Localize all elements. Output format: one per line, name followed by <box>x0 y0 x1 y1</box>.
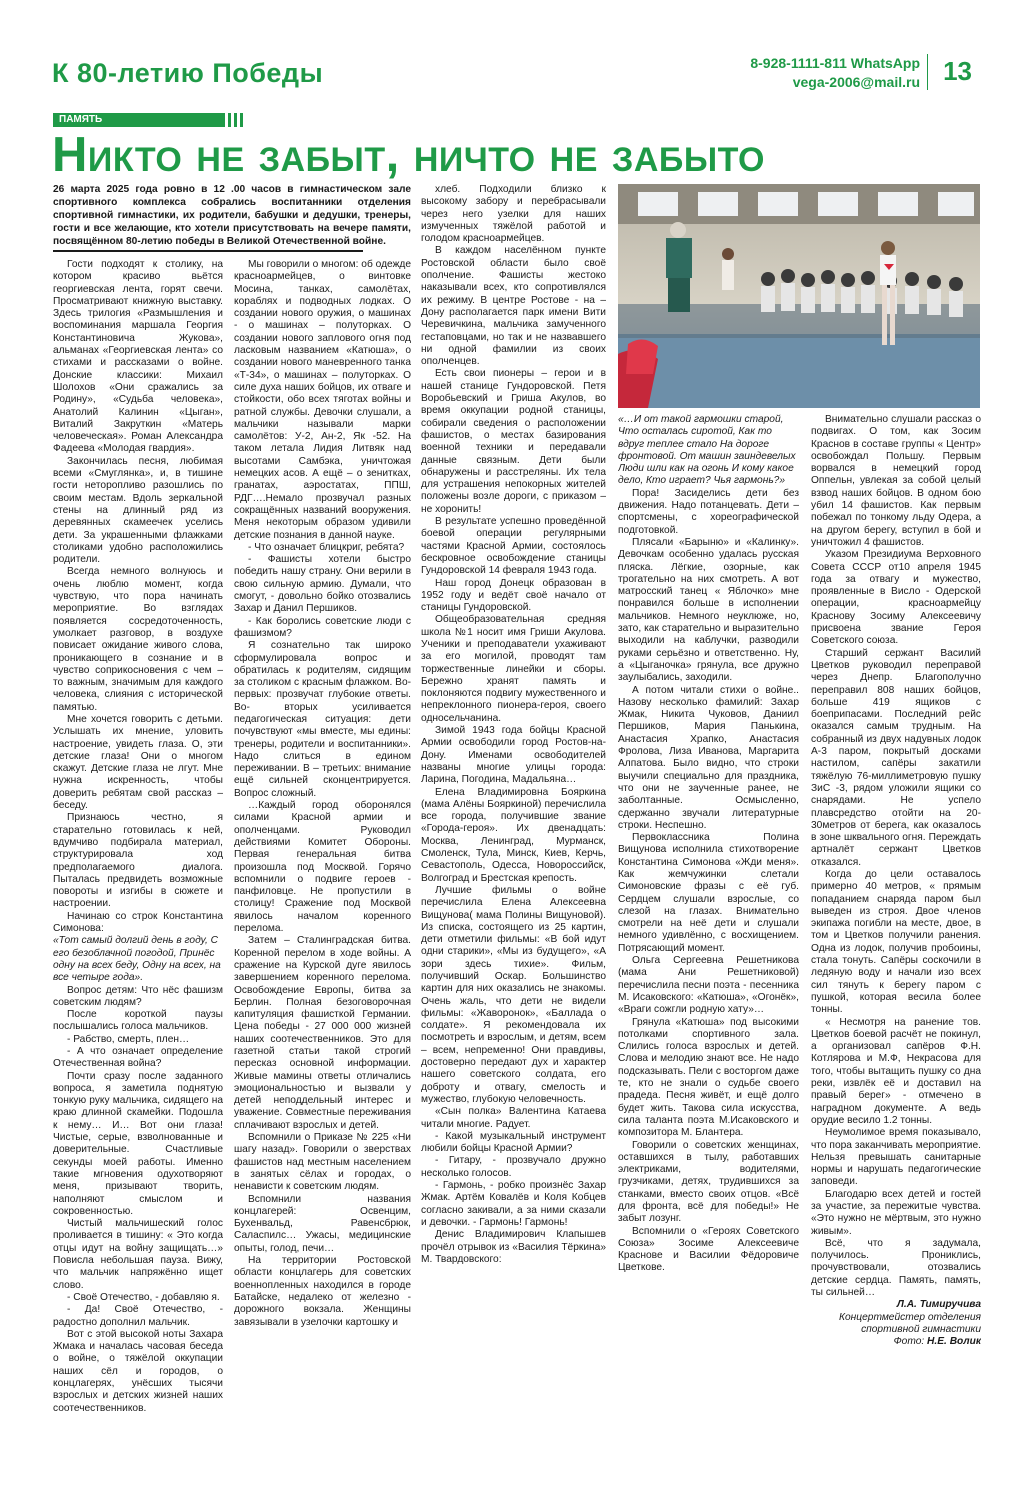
paragraph: Плясали «Барыню» и «Калинку». Девочкам особенно удалась русская пляска. Лёгкие, озорные, как трогательно на них смотреть. А вот матросский танец « Яблочко» мне понравился больше в исполнении мальчиков. Немного неуклюже, но, зато, как старательно и выразительно выходили на каблучки, разводили руками серьёзно и ответственно. Ну, а «Цыганочка» грянула, все дружно заулыбались, заходили. <box>618 536 799 684</box>
paragraph: Всё, что я задумала, получилось. Прониклись, прочувствовали, отозвались детские сердца. Память, память, ты сильней… <box>811 1237 981 1299</box>
paragraph: Лучшие фильмы о войне перечислила Елена Алексеевна Вищунова( мама Полины Вищуновой). Из списка, состоящего из 25 картин, дети отметили фильмы: «В бой идут одни старики», «Мы из будущего», «А зори здесь тихие». Фильм, получивший Оскар. Большинство картин для них оказались не знакомы. Очень жаль, что дети не видели фильмы: «Жаворонок», «Баллада о солдате». Я рекомендовала их посмотреть и взрослым, и детям, всем – всем, непременно! Они правдивы, достоверно передают дух и характер нашего советского солдата, его доброту и отвагу, смелость и мужество, глубокую человечность. <box>421 884 606 1105</box>
paragraph: « Несмотря на ранение тов. Цветков боевой расчёт не покинул, а организовал сапёров Ф.Н. Котлярова и М.Ф, Некрасова для того, чтобы вытащить пушку со дна реки, извлёк её и доставил на правый берег» - отмечено в наградном документе. А ведь орудие весило 1.2 тонны. <box>811 1016 981 1126</box>
paragraph: Первоклассника Полина Вищунова исполнила стихотворение Константина Симонова «Жди меня». Как жемчужинки слетали Симоновские фразы с её губ. Сердцем слушали взрослые, со слезой на глазах. Внимательно смотрели на неё дети и слушали немного удивлённо, с восхищением. Потрясающий момент. <box>618 832 799 954</box>
lead-paragraph: 26 марта 2025 года ровно в 12 .00 часов в гимнастическом зале спортивного комплекса собрались воспитанники отделения спортивной гимнастики, их родители, бабушки и дедушки, тренеры, гости и все желающие, кто хотели присутствовать на вечере памяти, посвящённом 80-летию победы в Великой Отечественной войне. <box>53 184 411 247</box>
paragraph: Мы говорили о многом: об одежде красноармейцев, о винтовке Мосина, танках, самолётах, кораблях и подводных лодках. О создании нового оружия, о машинах - о машинах – полуторках. О создании нового заплового огня под ласковым названием «Катюша», о создании нового маневренного танка «Т-34», о машинах – полуторках. О силе духа наших бойцов, их отваге и стойкости, обо всех тяготах войны и ратной службы. Девочки слушали, а мальчики называли марки самолётов: У-2, Ан-2, Як -52. На таком летала Лидия Литвяк над высотами Самбэка, уничтожая немецких асов. А ещё – о зенитках, гранатах, аэростатах, ППШ, РДГ….Немало прозвучал разных сокращённых названий вооружения. Меня некоторым образом удивили детские познания в данной науке. <box>234 259 411 541</box>
paragraph: Указом Президиума Верховного Совета СССР от10 апреля 1945 года за отвагу и мужество, проявленные в Висло - Одерской операции, красноармейцу Краснову Зосиму Алексеевичу присвоена звание Героя Советского союза. <box>811 549 981 647</box>
paragraph: Есть свои пионеры – герои и в нашей станице Гундоровской. Петя Воробьевский и Гриша Акулов, во время оккупации родной станицы, собирали сведения о расположении фашистов, о местах базирования военной техники и передавали данные связным. Дети были обнаружены и расстреляны. Их тела для устрашения непокорных жителей положены возле дороги, с приказом – не хоронить! <box>421 368 606 515</box>
rubric-label: ПАМЯТЬ <box>53 113 225 127</box>
paragraph: После короткой паузы послышались голоса мальчиков. <box>53 1009 223 1033</box>
paragraph: Почти сразу после заданного вопроса, я заметила поднятую тонкую руку мальчика, сидящего на краю длинной скамейки. Подошла к нему… И… Вот они глаза! Чистые, серые, взволнованные и доверительные. Счастливые секунды моей работы. Именно такие мгновения одухотворяют меня, призывают творить, наполняют смыслом и сокровенностью. <box>53 1070 223 1217</box>
paragraph: Закончилась песня, любимая всеми «Смуглянка», и, в тишине гости неторопливо разошлись по своим местам. Вдоль зеркальной стены на длинный ряд из деревянных скамеечек уселись дети. За украшенными флажками столиками удобно расположились родители. <box>53 455 223 566</box>
paragraph: …Каждый город оборонялся силами Красной армии и ополченцами. Руководил действиями Комитет Обороны. Первая генеральная битва произошла под Москвой. Горячо вспомнили о подвиге героев - панфиловце. Не пропустили в столицу! Сражение под Москвой явилось началом коренного перелома. <box>234 800 411 935</box>
paragraph: - Фашисты хотели быстро победить нашу страну. Они верили в свою сильную армию. Думали, что смогут, - довольно бойко отозвались Захар и Данил Першиков. <box>234 554 411 615</box>
paragraph: Внимательно слушали рассказ о подвигах. О том, как Зосим Краснов в составе группы « Центр» освобождал Польшу. Первым ворвался в немецкий город Оппельн, увлекая за собой целый взвод наших бойцов. В одном бою убил 14 фашистов. Как первым побежал по тонкому льду Одера, а на другом берегу, вступил в бой и уничтожил 4 фашистов. <box>811 414 981 548</box>
paragraph: Зимой 1943 года бойцы Красной Армии освободили город Ростов-на-Дону. Именами освободителей названы многие улицы города: Ларина, Погодина, Мадальяна… <box>421 725 606 786</box>
section-title: К 80-летию Победы <box>52 58 324 88</box>
paragraph: На территории Ростовской области концлагерь для советских военнопленных находился в городе Батайске, недалеко от железно - дорожного вокзала. Женщины завязывали в узелочки картошку и <box>234 1255 411 1328</box>
author-name: Л.А. Тимиручива <box>896 1299 981 1311</box>
paragraph: Наш город Донецк образован в 1952 году и ведёт своё начало от станицы Гундоровской. <box>421 577 606 614</box>
lead-underline <box>53 250 363 252</box>
paragraph: Денис Владимирович Клапышев прочёл отрывок из «Василия Тёркина» М. Твардовского: <box>421 1229 606 1265</box>
gymnastics-hall-photo <box>618 184 980 408</box>
paragraph: «Сын полка» Валентина Катаева читали многие. Радует. <box>421 1106 606 1130</box>
page-number: 13 <box>943 56 972 86</box>
photo-illustration <box>618 184 980 408</box>
paragraph: А потом читали стихи о войне.. Назову несколько фамилий: Захар Жмак, Никита Чуковов, Даниил Першиков, Мария Панькина, Анастасия Храпко, Анастасия Фролова, Лиза Иванова, Маргарита Алпатова. Было видно, что строки выучили специально для праздника, что они не заученные ранее, не заболтанные. Осмысленно, сдержанно звучали литературные строки. Неспешно. <box>618 684 799 831</box>
poem-quote: «…И от такой гармошки старой, Что осталась сиротой, Как то вдруг теплее стало На дороге фронтовой. От машин заиндевелых Люди шли как на огонь И кому какое дело, Кто играет? Чья гармонь?» <box>618 414 796 487</box>
paragraph: - Как боролись советские люди с фашизмом? <box>234 615 411 639</box>
paragraph: - А что означает определение Отечественная война? <box>53 1046 223 1070</box>
photo-credit-name: Н.Е. Волик <box>927 1336 981 1348</box>
headline: Никто не забыт, ничто не забыто <box>52 128 765 182</box>
paragraph: Признаюсь честно, я старательно готовилась к ней, вдумчиво подбирала материал, структурировала ход предполагаемого диалога. Пыталась предвидеть возможные повороты и изгибы в сюжете и настроении. <box>53 812 223 910</box>
contacts <box>750 54 920 92</box>
paragraph: - Гитару, - прозвучало дружно несколько голосов. <box>421 1155 606 1179</box>
paragraph: Старший сержант Василий Цветков руководил переправой через Днепр. Благополучно переправил 808 наших бойцов, больше 419 ящиков с боеприпасами. Последний рейс оказался самым трудным. На собранный из двух надувных лодок А-3 паром, покрытый досками настилом, сапёры закатили тяжёлую 76-миллиметровую пушку ЗиС -3, рядом уложили ящики со снарядами. Не успело плавсредство отойти на 20-30метров от берега, как оказалось в зоне шквального огня. Переждать артналёт сержант Цветков отказался. <box>811 647 981 868</box>
paragraph: Общеобразовательная средняя школа №1 носит имя Гриши Акулова. Ученики и преподаватели ухаживают за его могилой, проводят там торжественные линейки и сборы. Бережно хранят память и поклоняются подвигу мужественного и непреклонного пионера-героя, своего односельчанина. <box>421 614 606 724</box>
text-column-4 <box>618 414 799 1465</box>
paragraph: Вспомнили о Приказе № 225 «Ни шагу назад». Говорили о зверствах фашистов над местным населением в занятых сёлах и городах, о ненависти к советским людям. <box>234 1132 411 1193</box>
paragraph: Елена Владимировна Бояркина (мама Алёны Бояркиной) перечислила все города, получившие звание «Города-героя». Их двенадцать: Москва, Ленинград, Мурманск, Смоленск, Тула, Минск, Киев, Керчь, Севастополь, Одесса, Новороссийск, Волгоград и Брестская крепость. <box>421 786 606 884</box>
paragraph: - Да! Своё Отечество, - радостно дополнил мальчик. <box>53 1304 223 1328</box>
paragraph: хлеб. Подходили близко к высокому забору и перебрасывали через него узелки для наших измученных тяжёлой работой и голодом красноармейцев. <box>421 184 606 245</box>
paragraph: Говорили о советских женщинах, оставшихся в тылу, работавших электриками, водителями, грузчиками, детях, трудившихся за станками, вместо своих отцов. «Всё для фронта, всё для победы!» Не забыт лозунг. <box>618 1139 799 1225</box>
header-divider <box>927 54 928 90</box>
paragraph: Начинаю со строк Константина Симонова: <box>53 910 223 935</box>
rubric-bars <box>228 113 246 127</box>
paragraph: Вспомнили названия концлагерей: Освенцим, Бухенвальд, Равенсбрюк, Саласпилс… Ужасы, медицинские опыты, голод, печи… <box>234 1193 411 1254</box>
paragraph: Благодарю всех детей и гостей за участие, за пережитые чувства. «Это нужно не мёртвым, это нужно живым». <box>811 1188 981 1237</box>
paragraph: Когда до цели оставалось примерно 40 метров, « прямым попаданием снаряда паром был выведен из строя. Двое членов экипажа погибли на месте, двое, в том и Цветков получили ранения. Одна из лодок, получив пробоины, стала тонуть. Сапёры соскочили в ледяную воду и начали изо всех сил тянуть к берегу паром с пушкой, которая весила более тонны. <box>811 868 981 1016</box>
paragraph: В результате успешно проведённой боевой операции регулярными частями Красной Армии, состоялось бескровное освобождение станицы Гундоровской 14 февраля 1943 года. <box>421 516 606 577</box>
poem-quote: «Тот самый долгий день в году, С его безоблачной погодой, Принёс одну на всех беду, Одну на всех, на все четыре года». <box>53 935 221 984</box>
paragraph: Всегда немного волнуюсь и очень люблю момент, когда чувствую, что пора начинать мероприятие. Во взглядах появляется сосредоточенность, умолкает разговор, в воздухе повисает ожидание живого слова, проникающего в сознание и в чувство соприкосновения с чем – то важным, значимым для каждого человека, слияния с исторической памятью. <box>53 566 223 713</box>
text-column-1 <box>53 259 223 1465</box>
paragraph: Ольга Сергеевна Решетникова (мама Ани Решетниковой) перечислила песни поэта - песенника М. Исаковского: «Катюша», «Огонёк», «Враги сожгли родную хату»… <box>618 955 799 1016</box>
paragraph: - Своё Отечество, - добавляю я. <box>67 1291 220 1303</box>
text-column-3 <box>421 184 606 1465</box>
email[interactable]: vega-2006@mail.ru <box>792 74 920 90</box>
photo-credit <box>811 1336 981 1348</box>
paragraph: - Какой музыкальный инструмент любили бойцы Красной Армии? <box>421 1130 606 1155</box>
paragraph: - Что означает блицкриг, ребята? <box>248 541 405 553</box>
paragraph: Гости подходят к столику, на котором красиво вьётся георгиевская лента, горят свечи. Просматривают книжную выставку. Здесь трилогия «Размышления и воспоминания маршала Георгия Константиновича Жукова», альманах «Георгиевская лента» со стихами и рассказами о войне. Донские классики: Михаил Шолохов «Они сражались за Родину», «Судьба человека», Анатолий Калинин «Цыган», Виталий Закруткин «Матерь человеческая». Роман Александра Фадеева «Молодая гвардия». <box>53 259 223 455</box>
paragraph: Я сознательно так широко сформулировала вопрос и обратилась к родителям, сидящим за столиком с красным флажком. Во-первых: прозвучат глубокие ответы. Во- вторых усиливается педагогическая ситуация: дети почувствуют «мы вместе, мы едины: тренеры, родители и воспитанники». Надо слиться в едином переживании. В – третьих: внимание ещё сильней сконцентрируется. Вопрос сложный. <box>234 640 411 799</box>
paragraph: Вот с этой высокой ноты Захара Жмака и началась часовая беседа о войне, о тяжёлой оккупации наших сёл и городов, о концлагерях, унёсших тысячи взрослых и детских жизней наших соотечественников. <box>53 1328 223 1414</box>
paragraph: - Гармонь, - робко произнёс Захар Жмак. Артём Ковалёв и Коля Кобцев согласно закивали, а за ними сказали и девочки. - Гармонь! Гармонь! <box>421 1180 606 1228</box>
photo-credit-label: Фото: <box>893 1336 925 1348</box>
paragraph: Пора! Засиделись дети без движения. Надо потанцевать. Дети – спортсмены, с хореографической подготовкой. <box>618 487 799 536</box>
paragraph: Грянула «Катюша» под высокими потолками спортивного зала. Слились голоса взрослых и детей. Слова и мелодию знают все. Не надо подсказывать. Пели с восторгом даже те, кто не знали о судьбе своего прадеда. Песня живёт, и ещё долго будет жить. Такова сила искусства, сила таланта поэта М.Исаковского и композитора М. Блантера. <box>618 1016 799 1139</box>
paragraph: Затем – Сталинградская битва. Коренной перелом в ходе войны. А сражение на Курской дуге явилось завершением коренного перелома. Освобождение Европы, битва за Берлин. Полная безоговорочная капитуляция фашисткой Германии. Цена победы - 27 000 000 жизней наших соотечественников. Это для газетной статьи такой строгий пересказ основной информации. Живые мамины ответы отличались эмоциональностью и вызвали у детей неподдельный интерес и уважение. Совместные переживания сплачивают взрослых и детей. <box>234 935 411 1131</box>
paragraph: Мне хочется говорить с детьми. Услышать их мнение, уловить настроение, увидеть глаза. О, эти детские глаза! Они о многом скажут. Детские глаза не лгут. Мне нужна искренность, чтобы доверить ребятам свой рассказ – беседу. <box>53 713 223 812</box>
page-header <box>50 52 982 96</box>
paragraph: В каждом населённом пункте Ростовской области было своё ополчение. Фашисты жестоко наказывали всех, кто сопротивлялся их режиму. В центре Ростове - на – Дону располагается парк имени Вити Черевичкина, мальчика замученного гестаповцами, но так и не назвавшего ни одной фамилии из своих ополченцев. <box>421 245 606 368</box>
paragraph: Чистый мальчишеский голос проливается в тишину: « Это когда отцы идут на войну защищать…» Повисла небольшая пауза. Вижу, что мальчик напряжённо ищет слово. <box>53 1218 223 1291</box>
text-column-5 <box>811 414 981 1465</box>
paragraph: Вспомнили о «Героях Советского Союза» Зосиме Алексеевиче Краснове и Василии Фёдоровиче Цветкове. <box>618 1225 799 1274</box>
paragraph: - Рабство, смерть, плен… <box>67 1033 190 1045</box>
paragraph: Неумолимое время показывало, что пора заканчивать мероприятие. Нельзя превышать санитарные нормы и нарушать педагогические заповеди. <box>811 1127 981 1188</box>
phone[interactable]: 8-928-1111-811 WhatsApp <box>750 55 920 71</box>
author-role: Концертмейстер отделения спортивной гимнастики <box>839 1311 981 1335</box>
paragraph: Вопрос детям: Что нёс фашизм советским людям? <box>53 984 223 1008</box>
text-column-2 <box>234 259 411 1465</box>
